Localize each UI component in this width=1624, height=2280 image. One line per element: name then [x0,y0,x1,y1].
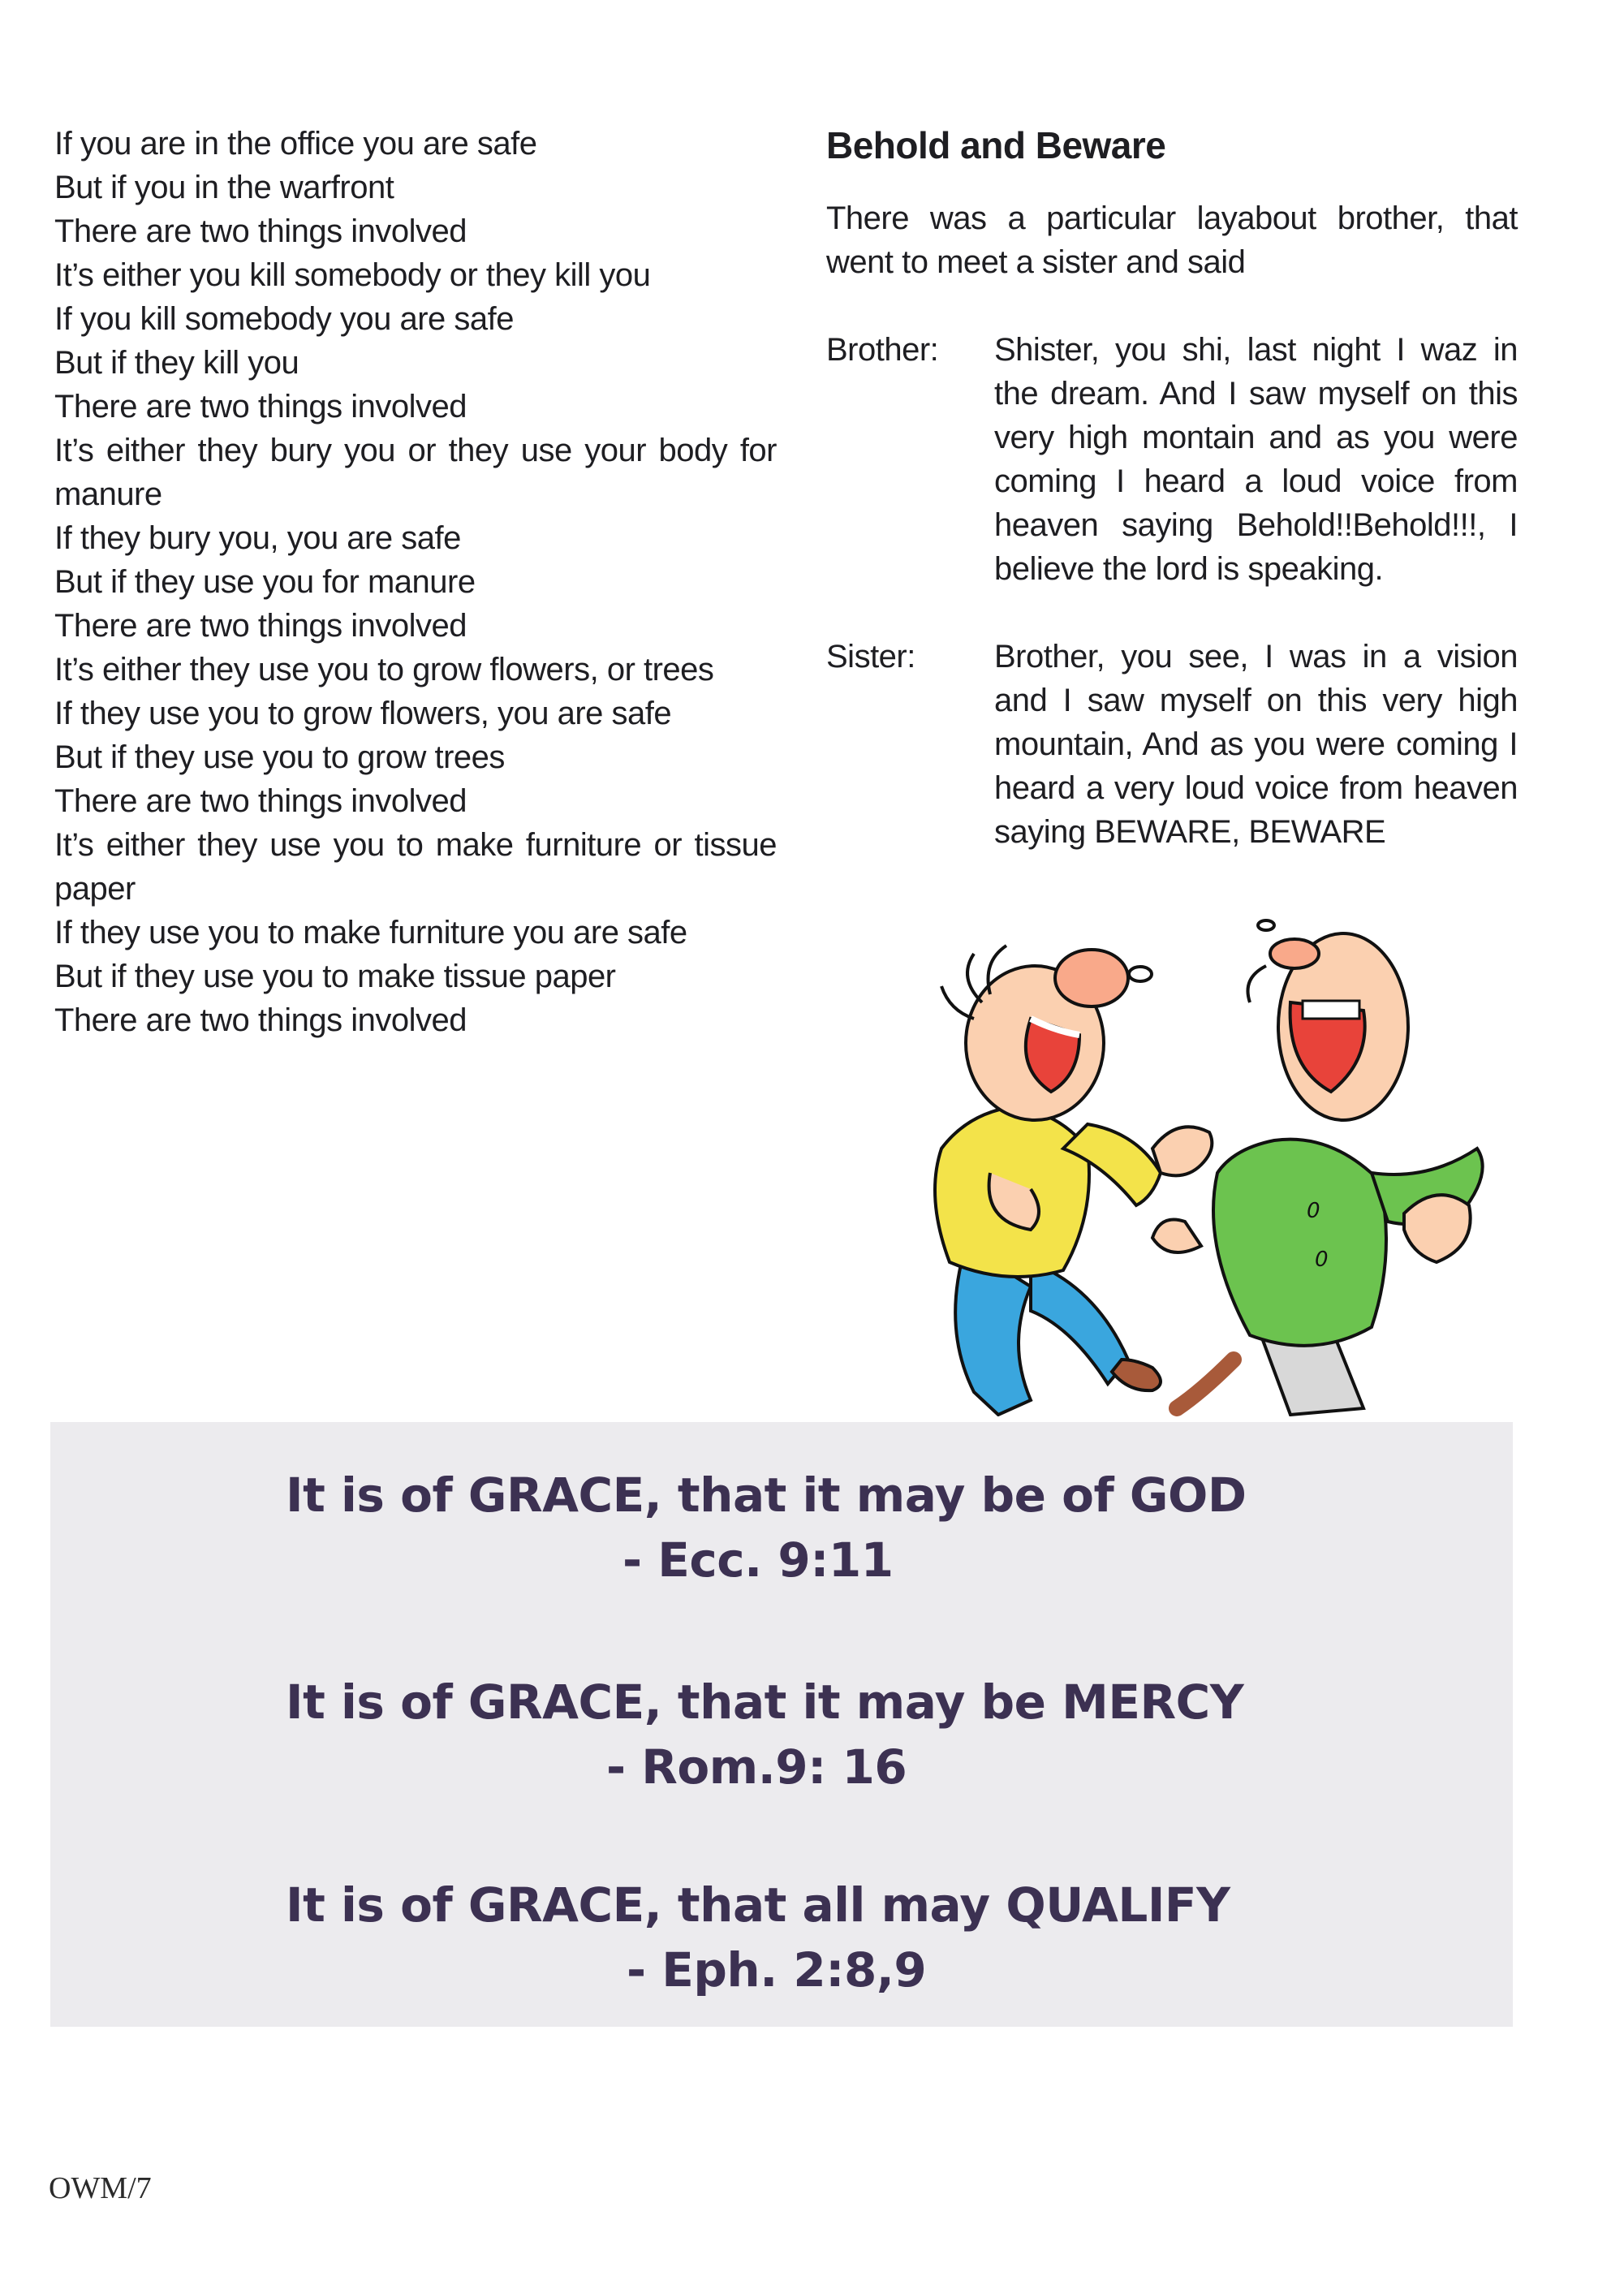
story-title: Behold and Beware [826,124,1166,166]
poem-line: But if they use you for manure [54,564,476,600]
grace-statement: It is of GRACE, that all may QUALIFY [286,1877,1230,1933]
poem-line: If they bury you, you are safe [54,520,461,556]
poem-line: It’s either you kill somebody or they kill you [54,257,651,293]
grace-statement: It is of GRACE, that it may be of GOD [286,1468,1247,1523]
grace-verse-1 [286,1463,1406,1593]
poem-line: It’s either they use you to grow flowers, or trees [54,652,714,687]
speaker-label: Brother: [826,332,939,368]
svg-text:0: 0 [1315,1248,1329,1272]
poem-line: If they use you to make furniture you are safe [54,915,687,950]
grace-statement: It is of GRACE, that it may be MERCY [286,1674,1244,1730]
poem-line: But if you in the warfront [54,170,394,205]
speech-text: Brother, you see, I was in a vision and I saw myself on this very high mountain, And as you were coming I heard a very loud voice from heaven saying BEWARE, BEWARE [994,639,1518,850]
poem-line: If you kill somebody you are safe [54,301,515,337]
page-code: OWM/7 [49,2171,152,2205]
poem-line: There are two things involved [54,389,467,425]
poem-column [54,122,777,1042]
grace-verses-panel [50,1422,1513,2027]
poem-line: There are two things involved [54,213,467,249]
story-column [826,122,1518,898]
grace-verse-3 [286,1873,1406,2002]
poem-line: It’s either they bury you or they use your body for manure [54,433,777,512]
poem-line: There are two things involved [54,608,467,644]
poem-line: It’s either they use you to make furniture or tissue paper [54,827,777,907]
grace-reference: - Eph. 2:8,9 [627,1942,927,1998]
poem-line: There are two things involved [54,783,467,819]
speaker-label: Sister: [826,639,915,675]
grace-reference: - Rom.9: 16 [606,1739,907,1795]
speech-text: Shister, you shi, last night I waz in the dream. And I saw myself on this very high montain and as you were coming I heard a loud voice from heaven saying Behold!!Behold!!!, I believe the lord is speaking. [994,332,1518,587]
poem-line: There are two things involved [54,1002,467,1038]
poem-line: But if they kill you [54,345,299,381]
two-laughing-men-cartoon-icon [909,905,1526,1416]
grace-verse-2 [286,1670,1406,1799]
grace-reference: - Ecc. 9:11 [622,1532,894,1588]
dialogue-sister [826,635,1518,854]
poem-line: But if they use you to make tissue paper [54,959,616,994]
svg-text:0: 0 [1307,1199,1320,1223]
poem-line: If they use you to grow flowers, you are safe [54,696,672,731]
dialogue-brother [826,328,1518,591]
story-intro: There was a particular layabout brother, that went to meet a sister and said [826,200,1518,280]
poem-line: If you are in the office you are safe [54,126,537,162]
poem-line: But if they use you to grow trees [54,739,505,775]
